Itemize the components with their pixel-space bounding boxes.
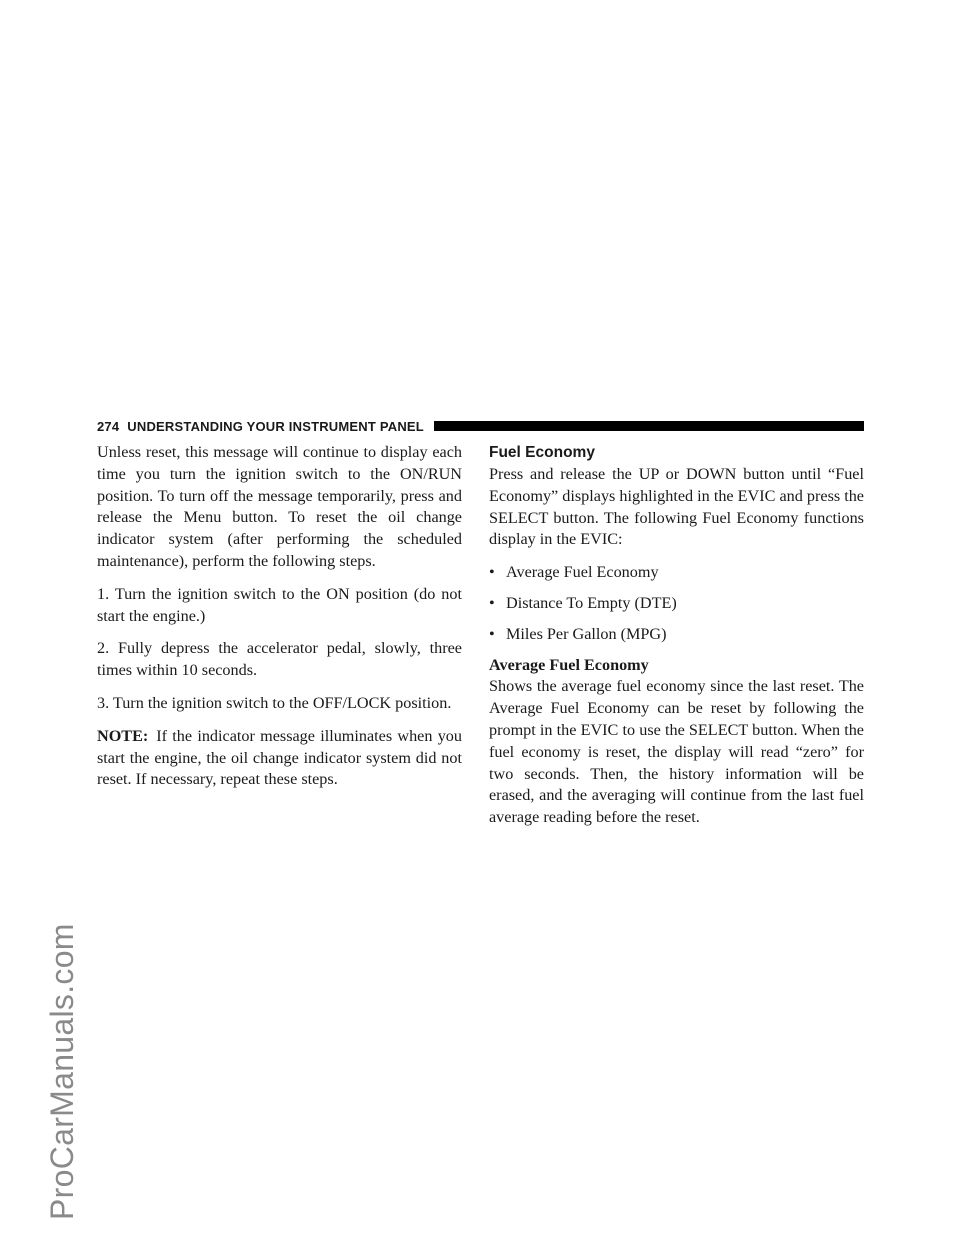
fuel-economy-intro: Press and release the UP or DOWN button until “Fuel Economy” displays highlighted in the EVIC and press the SELECT button. The following Fuel Economy functions display in the EVIC:: [489, 465, 864, 549]
step-1: 1. Turn the ignition switch to the ON position (do not start the engine.): [97, 584, 462, 625]
page-header: [97, 418, 864, 434]
step-3: 3. Turn the ignition switch to the OFF/LOCK position.: [97, 693, 452, 712]
watermark-text: ProCarManuals.com: [44, 923, 80, 1220]
note-label: NOTE:: [97, 726, 149, 745]
right-column: [489, 442, 864, 829]
note-text: If the indicator message illuminates when you start the engine, the oil change indicator system did not reset. If necessary, repeat these steps.: [97, 726, 462, 789]
list-item-label: Miles Per Gallon (MPG): [506, 624, 667, 643]
bullet-icon: •: [489, 563, 495, 582]
average-fuel-economy-subheading: Average Fuel Economy: [489, 655, 649, 674]
list-item-label: Distance To Empty (DTE): [506, 593, 677, 612]
section-title: UNDERSTANDING YOUR INSTRUMENT PANEL: [127, 418, 424, 434]
fuel-economy-function-list: [489, 562, 864, 645]
page-number: 274: [97, 418, 120, 434]
note-paragraph: [97, 726, 462, 791]
left-column: [97, 442, 462, 802]
bullet-icon: •: [489, 593, 495, 612]
bullet-icon: •: [489, 624, 495, 643]
list-item: [489, 624, 864, 646]
watermark: [34, 560, 94, 1260]
list-item: [489, 593, 864, 615]
header-rule: [434, 421, 864, 431]
average-fuel-economy-body: Shows the average fuel economy since the last reset. The Average Fuel Economy can be reset by following the prompt in the EVIC to use the SELECT button. When the fuel economy is reset, the display will read “zero” for two seconds. Then, the history information will be erased, and the averaging will continue from the last fuel average reading before the reset.: [489, 677, 864, 827]
fuel-economy-heading: Fuel Economy: [489, 444, 595, 461]
list-item: [489, 562, 864, 584]
step-2: 2. Fully depress the accelerator pedal, slowly, three times within 10 seconds.: [97, 639, 462, 680]
list-item-label: Average Fuel Economy: [506, 563, 659, 582]
intro-paragraph: Unless reset, this message will continue to display each time you turn the ignition switch to the ON/RUN position. To turn off the message temporarily, press and release the Menu button. To reset the oil change indicator system (after performing the scheduled maintenance), perform the following steps.: [97, 443, 462, 570]
